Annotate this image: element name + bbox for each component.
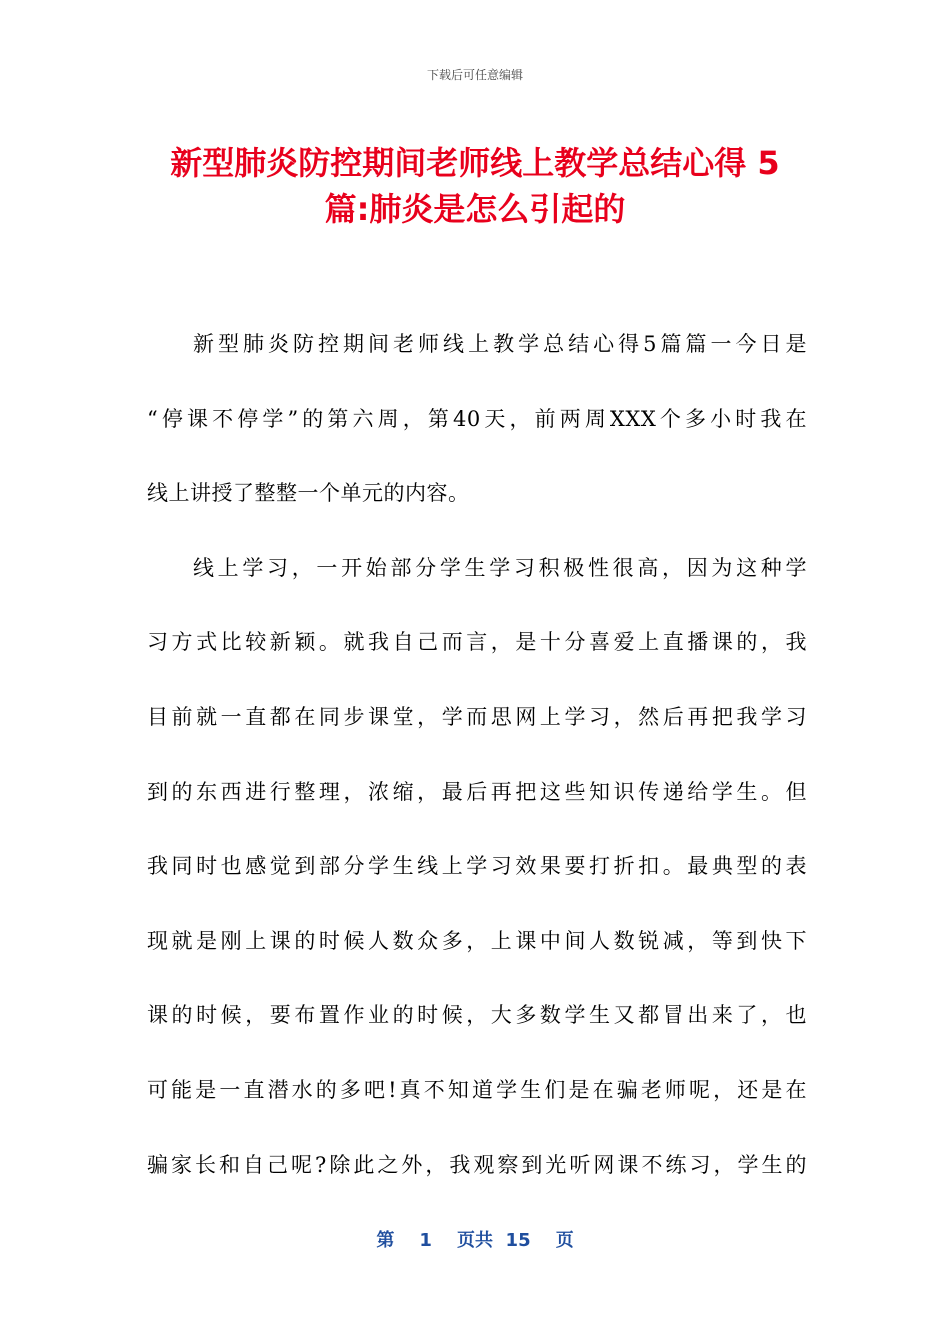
header-note: 下载后可任意编辑: [426, 68, 523, 82]
paragraph-line: 线上学习，一开始部分学生学习积极性很高，因为这种学: [193, 555, 807, 580]
paragraph-line: 目前就一直都在同步课堂，学而思网上学习，然后再把我学习: [147, 704, 807, 729]
footer-total-pages: 15: [505, 1230, 531, 1251]
paragraph-line: 现就是刚上课的时候人数众多，上课中间人数锐减，等到快下: [147, 928, 807, 953]
paragraph-2: [147, 544, 807, 1215]
page-footer: [0, 1226, 950, 1252]
paragraph-line: 骗家长和自己呢?除此之外，我观察到光听网课不练习，学生的: [147, 1152, 807, 1177]
paragraph-line: 新型肺炎防控期间老师线上教学总结心得5篇篇一今日是: [193, 332, 807, 356]
paragraph-1: [147, 320, 807, 544]
paragraph-line: 习方式比较新颖。就我自己而言，是十分喜爱上直播课的，我: [147, 630, 807, 655]
paragraph-line: 我同时也感觉到部分学生线上学习效果要打折扣。最典型的表: [147, 854, 807, 879]
footer-page-prefix: 第: [376, 1230, 395, 1251]
title-line-2: 篇:肺炎是怎么引起的: [324, 190, 626, 228]
document-body: [147, 320, 807, 1215]
paragraph-line: 线上讲授了整整一个单元的内容。: [147, 481, 470, 506]
paragraph-line: 到的东西进行整理，浓缩，最后再把这些知识传递给学生。但: [147, 779, 807, 804]
paragraph-line: 课的时候，要布置作业的时候，大多数学生又都冒出来了，也: [147, 1003, 807, 1028]
footer-page-middle: 页共: [457, 1230, 493, 1251]
title-line-1: 新型肺炎防控期间老师线上教学总结心得 5: [170, 144, 780, 182]
paragraph-line: “停课不停学”的第六周，第40天，前两周XXX个多小时我在: [147, 406, 807, 431]
document-title: [150, 140, 800, 232]
footer-page-number: 1: [419, 1230, 432, 1251]
footer-page-suffix: 页: [555, 1230, 574, 1251]
paragraph-line: 可能是一直潜水的多吧!真不知道学生们是在骗老师呢，还是在: [147, 1077, 807, 1102]
